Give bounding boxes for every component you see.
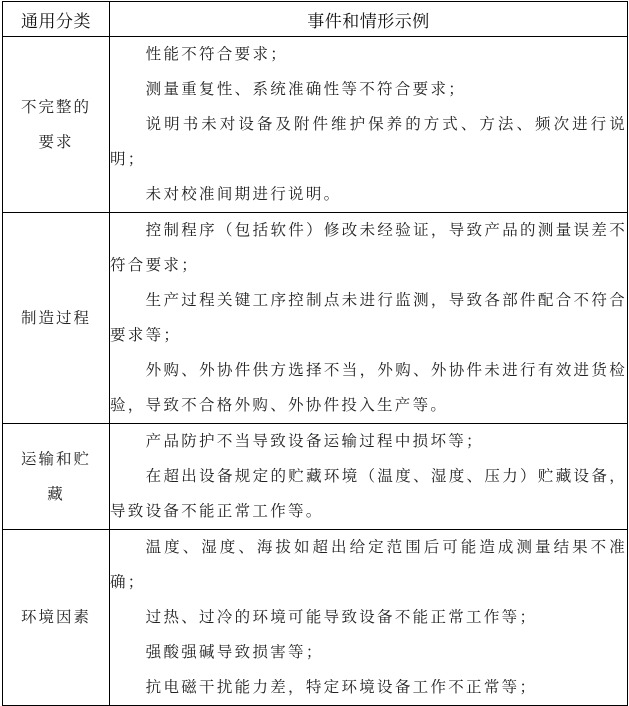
category-cell [3, 424, 110, 530]
header-category: 通用分类 [3, 2, 110, 37]
category-cell [3, 213, 110, 424]
example-item: 抗电磁干扰能力差，特定环境设备工作不正常等； [145, 678, 538, 696]
examples-cell [110, 424, 628, 530]
example-item: 未对校准间期进行说明。 [145, 185, 342, 203]
hazard-examples-table [2, 1, 628, 706]
header-examples: 事件和情形示例 [110, 2, 628, 37]
example-item: 性能不符合要求； [145, 45, 289, 63]
table-header-row [3, 2, 628, 37]
category-label: 不完整的要求 [20, 97, 91, 151]
examples-cell [110, 213, 628, 424]
example-item: 温度、湿度、海拔如超出给定范围后可能造成测量结果不准确； [110, 538, 627, 591]
category-label: 环境因素 [20, 608, 91, 626]
example-item: 强酸强碱导致损害等； [145, 643, 324, 661]
category-cell [3, 37, 110, 213]
examples-cell [110, 37, 628, 213]
category-label: 运输和贮藏 [20, 449, 91, 503]
category-label: 制造过程 [20, 308, 91, 327]
table-row [3, 213, 628, 424]
example-item: 测量重复性、系统准确性等不符合要求； [145, 80, 467, 98]
example-item: 过热、过冷的环境可能导致设备不能正常工作等； [145, 608, 538, 626]
example-item: 说明书未对设备及附件维护保养的方式、方法、频次进行说明； [110, 115, 627, 168]
category-cell [3, 530, 110, 706]
example-item: 在超出设备规定的贮藏环境（温度、湿度、压力）贮藏设备，导致设备不能正常工作等。 [110, 467, 627, 520]
table-row [3, 37, 628, 213]
table-row [3, 424, 628, 530]
table-row [3, 530, 628, 706]
example-item: 控制程序（包括软件）修改未经验证，导致产品的测量误差不符合要求； [110, 221, 627, 274]
example-item: 外购、外协件供方选择不当，外购、外协件未进行有效进货检验，导致不合格外购、外协件投入生产等。 [110, 361, 627, 414]
example-item: 生产过程关键工序控制点未进行监测，导致各部件配合不符合要求等； [110, 291, 627, 344]
examples-cell [110, 530, 628, 706]
example-item: 产品防护不当导致设备运输过程中损坏等； [145, 432, 484, 450]
